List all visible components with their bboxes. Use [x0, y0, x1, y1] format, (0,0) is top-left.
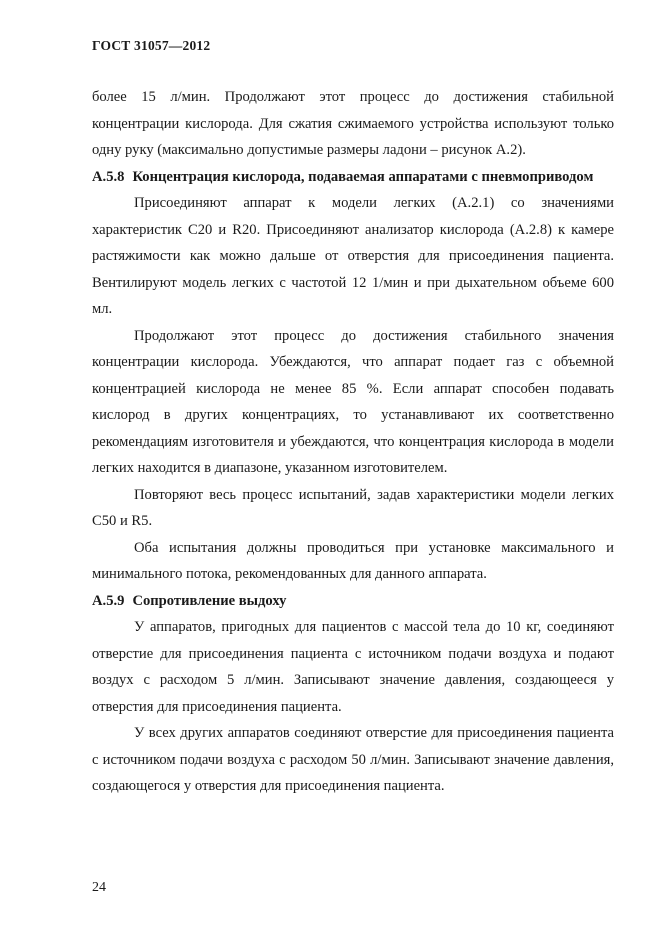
section-title: Концентрация кислорода, подаваемая аппаратами с пневмоприводом [132, 168, 594, 185]
section-heading-a59 [92, 588, 614, 615]
paragraph-continued: более 15 л/мин. Продолжают этот процесс до достижения стабильной концентрации кислорода. Для сжатия сжимаемого устройства используют только одну руку (максимально допустимые размеры ладони – рисунок А.2). [92, 89, 614, 158]
paragraph: Повторяют весь процесс испытаний, задав характеристики модели легких С50 и R5. [92, 486, 614, 529]
section-heading-a58 [92, 164, 614, 191]
body-text [92, 84, 614, 800]
paragraph: Продолжают этот процесс до достижения стабильного значения концентрации кислорода. Убеждаются, что аппарат подает газ с объемной концентрацией кислорода не менее 85 %. Если аппарат способен подавать кислород в других концентрациях, то устанавливают их соответственно рекомендациям изготовителя и убеждаются, что концентрация кислорода в модели легких находится в диапазоне, указанном изготовителем. [92, 327, 614, 476]
section-number: А.5.9 [92, 592, 125, 609]
page-number: 24 [92, 880, 106, 895]
section-title: Сопротивление выдоху [132, 592, 287, 609]
paragraph: У всех других аппаратов соединяют отверстие для присоединения пациента с источником подачи воздуха с расходом 50 л/мин. Записывают значение давления, создающегося у отверстия для присоединения пациента. [92, 725, 614, 794]
standard-header: ГОСТ 31057—2012 [92, 38, 211, 53]
paragraph: Присоединяют аппарат к модели легких (А.2.1) со значениями характеристик С20 и R20. Присоединяют анализатор кислорода (А.2.8) к камере растяжимости как можно дальше от отверстия для присоединения пациента. Вентилируют модель легких с частотой 12 1/мин и при дыхательном объеме 600 мл. [92, 195, 614, 317]
paragraph: Оба испытания должны проводиться при установке максимального и минимального потока, рекомендованных для данного аппарата. [92, 539, 614, 582]
paragraph: У аппаратов, пригодных для пациентов с массой тела до 10 кг, соединяют отверстие для присоединения пациента с источником подачи воздуха и подают воздух с расходом 5 л/мин. Записывают значение давления, создающееся у отверстия для присоединения пациента. [92, 619, 614, 715]
section-number: А.5.8 [92, 168, 125, 185]
